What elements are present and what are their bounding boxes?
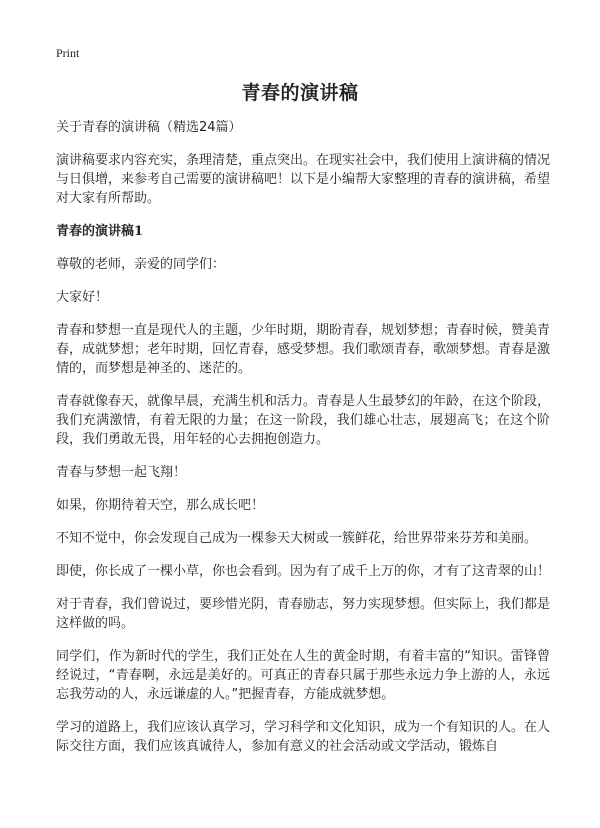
- print-link[interactable]: Print: [56, 46, 80, 60]
- page-title: 青春的演讲稿: [241, 82, 359, 104]
- section-heading: 青春的演讲稿1: [56, 224, 144, 239]
- paragraph: 如果，你期待着天空，那么成长吧！: [56, 498, 265, 513]
- paragraph: 青春与梦想一起飞翔！: [56, 465, 187, 480]
- paragraph: 学习的道路上，我们应该认真学习，学习科学和文化知识，成为一个有知识的人。在人际交往方面，我们应该真诚待人，参加有意义的社会活动或文学活动，锻炼自: [56, 720, 551, 754]
- paragraph-hello: 大家好！: [56, 290, 109, 305]
- paragraph: 同学们，作为新时代的学生，我们正处在人生的黄金时期，有着丰富的“知识。雷锋曾经说过，“青春啊，永远是美好的。可真正的青春只属于那些永远力争上游的人，永远忘我劳动的人，永远谦虚的人。”把握青春，方能成就梦想。: [56, 649, 550, 702]
- article-subtitle: 关于青春的演讲稿（精选24篇）: [56, 120, 242, 135]
- paragraph-greeting: 尊敬的老师，亲爱的同学们：: [56, 257, 226, 272]
- paragraph: 即使，你长成了一棵小草，你也会看到。因为有了成千上万的你，才有了这青翠的山！: [56, 564, 551, 579]
- paragraph: 对于青春，我们曾说过，要珍惜光阴，青春励志，努力实现梦想。但实际上，我们都是这样做的吗。: [56, 597, 551, 631]
- paragraph: 不知不觉中，你会发现自己成为一棵参天大树或一簇鲜花，给世界带来芬芳和美丽。: [56, 531, 538, 546]
- paragraph: 青春就像春天，就像早晨，充满生机和活力。青春是人生最梦幻的年龄，在这个阶段，我们充满激情，有着无限的力量；在这一阶段，我们雄心壮志，展翅高飞；在这个阶段，我们勇敢无畏，用年轻的心去拥抱创造力。: [56, 394, 551, 447]
- paragraph: 青春和梦想一直是现代人的主题，少年时期，期盼青春，规划梦想；青春时候，赞美青春，成就梦想；老年时期，回忆青春，感受梦想。我们歌颂青春，歌颂梦想。青春是激情的，而梦想是神圣的、迷茫的。: [56, 323, 551, 376]
- article-body: [56, 118, 550, 770]
- intro-paragraph: 演讲稿要求内容充实，条理清楚，重点突出。在现实社会中，我们使用上演讲稿的情况与日俱增，来参考自己需要的演讲稿吧！以下是小编帮大家整理的青春的演讲稿，希望对大家有所帮助。: [56, 153, 551, 206]
